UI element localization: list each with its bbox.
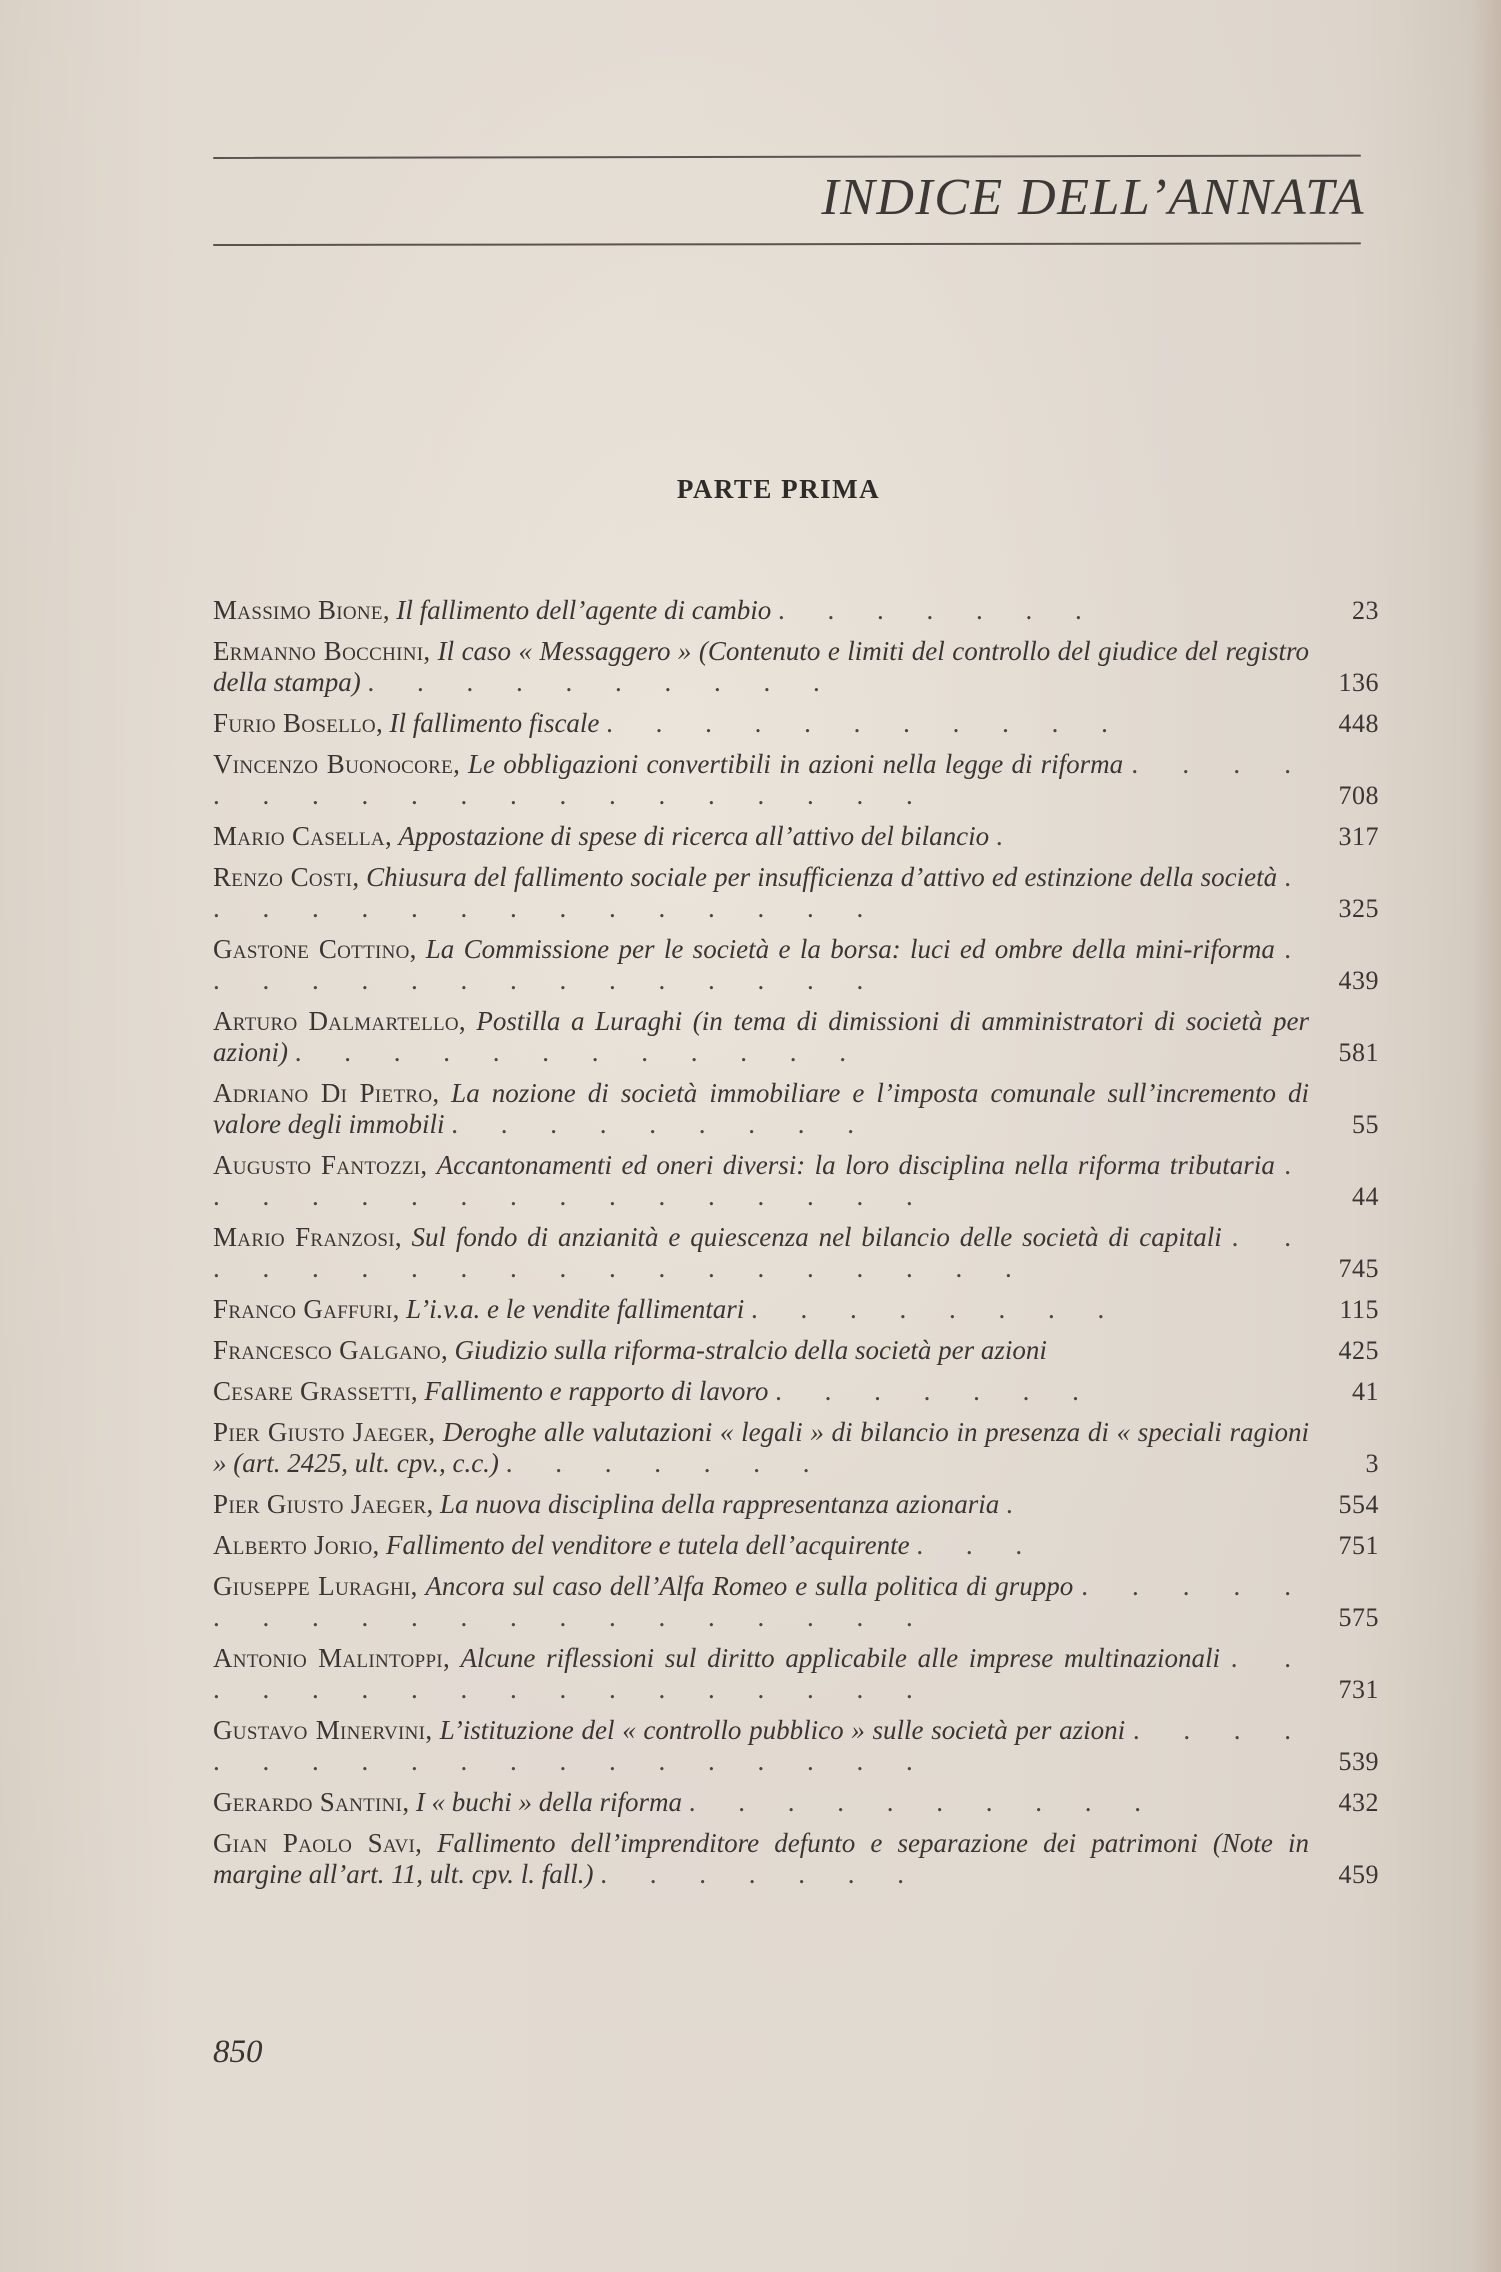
- entry-page-number: 23: [1352, 596, 1379, 625]
- entry-author: Augusto Fantozzi: [213, 1150, 421, 1180]
- dot-leader: . . . . . . . . . .: [367, 667, 838, 697]
- entry-text: Gian Paolo Savi, Fallimento dell’imprenditore defunto e separazione dei patrimoni (Note in margine all’art. 11, ult. cpv. l. fall.) . . . . . . .: [213, 1828, 1310, 1889]
- entry-page-number: 448: [1338, 709, 1379, 738]
- entry-author: Gustavo Minervini: [213, 1715, 426, 1745]
- entry-title: Il fallimento fiscale: [389, 708, 600, 738]
- entry-text: Alberto Jorio, Fallimento del venditore e tutela dell’acquirente . . .: [213, 1530, 1041, 1560]
- entry-page-number: 751: [1338, 1531, 1379, 1560]
- entry-page-number: 459: [1338, 1860, 1379, 1889]
- index-entry: [213, 708, 1379, 739]
- entry-title: Fallimento e rapporto di lavoro: [424, 1376, 769, 1406]
- entry-page-number: 745: [1338, 1254, 1379, 1283]
- entry-text: Ermanno Bocchini, Il caso « Messaggero » (Contenuto e limiti del controllo del giudice del registro della stampa) . . . . . . . . . .: [213, 636, 1310, 697]
- entry-author: Gastone Cottino: [213, 934, 410, 964]
- entry-page-number: 55: [1352, 1110, 1379, 1139]
- index-entry: [213, 1643, 1379, 1705]
- entry-page-number: 439: [1338, 966, 1379, 995]
- index-entry: [213, 1787, 1379, 1818]
- index-entry: [213, 1530, 1379, 1561]
- entry-title: Giudizio sulla riforma-stralcio della società per azioni: [454, 1335, 1047, 1365]
- entry-author: Pier Giusto Jaeger: [213, 1417, 429, 1447]
- entry-text: Mario Casella, Appostazione di spese di ricerca all’attivo del bilancio .: [213, 821, 1021, 851]
- entry-text: Gustavo Minervini, L’istituzione del « controllo pubblico » sulle società per azioni . . . . . . . . . . . . . . . . . . .: [213, 1715, 1310, 1776]
- entry-page-number: 3: [1365, 1449, 1379, 1478]
- entry-author: Renzo Costi: [213, 862, 353, 892]
- entry-text: Adriano Di Pietro, La nozione di società immobiliare e l’imposta comunale sull’incremento di valore degli immobili . . . . . . . . .: [213, 1078, 1310, 1139]
- section-heading-text: PARTE PRIMA: [676, 474, 881, 504]
- index-entry: [213, 821, 1379, 852]
- entry-text: Renzo Costi, Chiusura del fallimento sociale per insufficienza d’attivo ed estinzione della società . . . . . . . . . . . . . . .: [213, 862, 1309, 923]
- entry-page-number: 317: [1338, 822, 1379, 851]
- entry-text: Massimo Bione, Il fallimento dell’agente di cambio . . . . . . .: [213, 595, 1100, 625]
- entry-author: Gerardo Santini: [213, 1787, 403, 1817]
- entry-text: Cesare Grassetti, Fallimento e rapporto di lavoro . . . . . . .: [213, 1376, 1097, 1406]
- entry-text: Arturo Dalmartello, Postilla a Luraghi (in tema di dimissioni di amministratori di società per azioni) . . . . . . . . . . . .: [213, 1006, 1309, 1067]
- index-entry: [213, 862, 1379, 924]
- index-entry: [213, 1715, 1379, 1777]
- entry-title: Alcune riflessioni sul diritto applicabile alle imprese multinazionali: [460, 1643, 1221, 1673]
- entry-title: Chiusura del fallimento sociale per insufficienza d’attivo ed estinzione della società: [366, 862, 1278, 892]
- page-number: 850: [213, 2034, 263, 2070]
- entry-author: Francesco Galgano: [213, 1335, 441, 1365]
- entry-title: Appostazione di spese di ricerca all’attivo del bilancio: [398, 821, 990, 851]
- section-heading: [0, 474, 1501, 505]
- index-entry: [213, 636, 1379, 698]
- index-entry: [213, 1571, 1379, 1633]
- index-entry: [213, 934, 1379, 996]
- dot-leader: . . . . . . . . . . . . . . . .: [213, 1150, 1309, 1211]
- entry-page-number: 554: [1338, 1490, 1379, 1519]
- dot-leader: . . . . . . . . . . . . . . .: [213, 862, 1309, 923]
- dot-leader: . . . . . . . . .: [451, 1109, 872, 1139]
- entry-page-number: 136: [1338, 668, 1379, 697]
- entry-title: L’i.v.a. e le vendite fallimentari: [406, 1294, 745, 1324]
- index-entry: [213, 1294, 1379, 1325]
- entry-author: Cesare Grassetti: [213, 1376, 411, 1406]
- entry-title: La Commissione per le società e la borsa: luci ed ombre della mini-riforma: [425, 934, 1275, 964]
- index-entry: [213, 1006, 1379, 1068]
- entry-text: Mario Franzosi, Sul fondo di anzianità e quiescenza nel bilancio delle società di capitali . . . . . . . . . . . . . . . . . . .: [213, 1222, 1309, 1283]
- entry-author: Mario Franzosi: [213, 1222, 395, 1252]
- entry-title: Accantonamenti ed oneri diversi: la loro disciplina nella riforma tributaria: [436, 1150, 1275, 1180]
- entry-text: Gastone Cottino, La Commissione per le società e la borsa: luci ed ombre della mini-riforma . . . . . . . . . . . . . . .: [213, 934, 1310, 995]
- dot-leader: .: [995, 821, 1021, 851]
- entry-page-number: 115: [1339, 1295, 1379, 1324]
- entry-title: I « buchi » della riforma: [415, 1787, 683, 1817]
- entry-page-number: 731: [1338, 1675, 1379, 1704]
- dot-leader: . . .: [916, 1530, 1041, 1560]
- entry-title: Sul fondo di anzianità e quiescenza nel bilancio delle società di capitali: [411, 1222, 1222, 1252]
- dot-leader: . . . . . . . . . . . . . . . . . . .: [213, 749, 1310, 810]
- entry-text: Augusto Fantozzi, Accantonamenti ed oneri diversi: la loro disciplina nella riforma tributaria . . . . . . . . . . . . . . . .: [213, 1150, 1309, 1211]
- entry-text: Vincenzo Buonocore, Le obbligazioni convertibili in azioni nella legge di riforma . . . . . . . . . . . . . . . . . . .: [213, 749, 1310, 810]
- entry-text: Pier Giusto Jaeger, La nuova disciplina della rappresentanza azionaria .: [213, 1489, 1031, 1519]
- index-entry: [213, 1150, 1379, 1212]
- dot-leader: . . . . . . . . . . . . . . . . . . .: [213, 1715, 1310, 1776]
- entry-author: Vincenzo Buonocore: [213, 749, 454, 779]
- dot-leader: . . . . . . .: [778, 595, 1100, 625]
- index-list: [213, 595, 1379, 1900]
- entry-author: Mario Casella: [213, 821, 385, 851]
- entry-page-number: 432: [1338, 1788, 1379, 1817]
- entry-page-number: 708: [1338, 781, 1379, 810]
- entry-page-number: 41: [1352, 1377, 1379, 1406]
- dot-leader: . . . . . . . . . . . . . . .: [213, 934, 1310, 995]
- dot-leader: . . . . . . . .: [750, 1294, 1123, 1324]
- entry-author: Massimo Bione: [213, 595, 383, 625]
- entry-title: Le obbligazioni convertibili in azioni nella legge di riforma: [468, 749, 1124, 779]
- entry-text: Pier Giusto Jaeger, Deroghe alle valutazioni « legali » di bilancio in presenza di « speciali ragioni » (art. 2425, ult. cpv., c.c.) . . . . . . .: [213, 1417, 1309, 1478]
- entry-author: Adriano Di Pietro: [213, 1078, 433, 1108]
- running-title: INDICE DELL’ANNATA: [821, 169, 1365, 226]
- entry-title: Fallimento dell’imprenditore defunto e separazione dei patrimoni (Note in margine all’art. 11, ult. cpv. l. fall.): [213, 1828, 1310, 1889]
- entry-author: Ermanno Bocchini: [213, 636, 424, 666]
- dot-leader: . . . . . . . . . . . . . . . . .: [213, 1643, 1310, 1704]
- dot-leader: . . . . . . .: [600, 1859, 922, 1889]
- index-entry: [213, 1828, 1379, 1890]
- entry-text: Giuseppe Luraghi, Ancora sul caso dell’Alfa Romeo e sulla politica di gruppo . . . . . . . . . . . . . . . . . . . .: [213, 1571, 1310, 1632]
- index-entry: [213, 1489, 1379, 1520]
- dot-leader: . . . . . . .: [775, 1376, 1097, 1406]
- entry-author: Gian Paolo Savi: [213, 1828, 416, 1858]
- entry-author: Furio Bosello: [213, 708, 376, 738]
- index-entry: [213, 749, 1379, 811]
- entry-author: Pier Giusto Jaeger: [213, 1489, 427, 1519]
- index-entry: [213, 1335, 1379, 1366]
- header-rule-bottom: [213, 242, 1361, 246]
- entry-page-number: 575: [1338, 1603, 1379, 1632]
- entry-title: La nuova disciplina della rappresentanza azionaria: [439, 1489, 1000, 1519]
- dot-leader: . . . . . . . . . .: [688, 1787, 1160, 1817]
- dot-leader: . . . . . . .: [505, 1448, 828, 1478]
- entry-text: Francesco Galgano, Giudizio sulla riforma-stralcio della società per azioni: [213, 1335, 1047, 1365]
- entry-title: Ancora sul caso dell’Alfa Romeo e sulla politica di gruppo: [425, 1571, 1074, 1601]
- entry-title: Fallimento del venditore e tutela dell’acquirente: [386, 1530, 910, 1560]
- entry-author: Antonio Malintoppi: [213, 1643, 443, 1673]
- entry-author: Franco Gaffuri: [213, 1294, 393, 1324]
- entry-page-number: 539: [1338, 1747, 1379, 1776]
- entry-title: La nozione di società immobiliare e l’imposta comunale sull’incremento di valore degli immobili: [213, 1078, 1310, 1139]
- entry-author: Alberto Jorio: [213, 1530, 373, 1560]
- entry-author: Arturo Dalmartello: [213, 1006, 459, 1036]
- index-entry: [213, 1078, 1379, 1140]
- dot-leader: .: [1005, 1489, 1031, 1519]
- index-entry: [213, 1222, 1379, 1284]
- entry-page-number: 325: [1338, 894, 1379, 923]
- entry-text: Antonio Malintoppi, Alcune riflessioni sul diritto applicabile alle imprese multinazionali . . . . . . . . . . . . . . . . .: [213, 1643, 1310, 1704]
- entry-text: Gerardo Santini, I « buchi » della riforma . . . . . . . . . .: [213, 1787, 1160, 1817]
- entry-page-number: 44: [1352, 1182, 1379, 1211]
- entry-title: Il caso « Messaggero » (Contenuto e limiti del controllo del giudice del registro della stampa): [213, 636, 1310, 697]
- entry-text: Furio Bosello, Il fallimento fiscale . . . . . . . . . . .: [213, 708, 1126, 738]
- entry-title: L’istituzione del « controllo pubblico » sulle società per azioni: [439, 1715, 1126, 1745]
- header-rule-top: [213, 155, 1361, 159]
- entry-page-number: 581: [1338, 1038, 1379, 1067]
- entry-author: Giuseppe Luraghi: [213, 1571, 411, 1601]
- dot-leader: . . . . . . . . . . . .: [294, 1037, 865, 1067]
- index-entry: [213, 1417, 1379, 1479]
- entry-title: Deroghe alle valutazioni « legali » di bilancio in presenza di « speciali ragioni » (art. 2425, ult. cpv., c.c.): [213, 1417, 1309, 1478]
- index-entry: [213, 1376, 1379, 1407]
- index-entry: [213, 595, 1379, 626]
- entry-title: Postilla a Luraghi (in tema di dimissioni di amministratori di società per azioni): [213, 1006, 1309, 1067]
- entry-page-number: 425: [1338, 1336, 1379, 1365]
- dot-leader: . . . . . . . . . . .: [606, 708, 1126, 738]
- entry-text: Franco Gaffuri, L’i.v.a. e le vendite fallimentari . . . . . . . .: [213, 1294, 1123, 1324]
- entry-title: Il fallimento dell’agente di cambio: [396, 595, 772, 625]
- dot-leader: . . . . . . . . . . . . . . . . . . .: [213, 1222, 1309, 1283]
- dot-leader: . . . . . . . . . . . . . . . . . . . .: [213, 1571, 1310, 1632]
